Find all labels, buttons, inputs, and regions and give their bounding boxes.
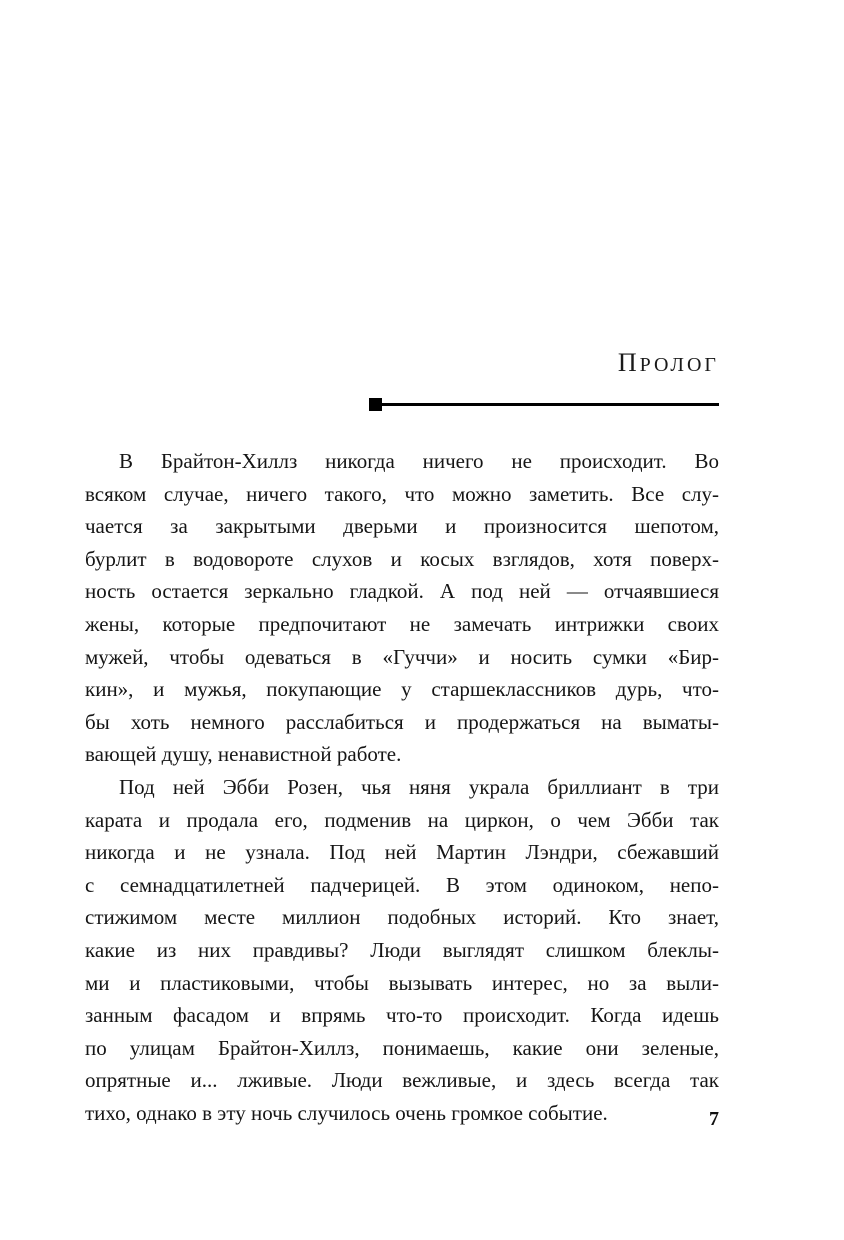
text-line: всяком случае, ничего такого, что можно заметить. Все слу- [85, 481, 719, 506]
text-line: тихо, однако в эту ночь случилось очень громкое событие. [85, 1100, 608, 1125]
text-line: какие из них правдивы? Люди выглядят слишком блеклы- [85, 937, 719, 962]
page-number: 7 [709, 1108, 719, 1130]
text-line: ность остается зеркально гладкой. А под ней — отчаявшиеся [85, 579, 719, 604]
text-line: мужей, чтобы одеваться в «Гуччи» и носить сумки «Бир- [85, 644, 719, 669]
page-content [85, 0, 719, 1129]
paragraph [85, 445, 719, 771]
text-line: карата и продала его, подменив на циркон, о чем Эбби так [85, 807, 719, 832]
text-line: кин», и мужья, покупающие у старшеклассников дурь, что- [85, 677, 719, 702]
text-line: ми и пластиковыми, чтобы вызывать интерес, но за выли- [85, 970, 719, 995]
text-line: Под ней Эбби Розен, чья няня украла бриллиант в три [119, 774, 719, 799]
text-line: жены, которые предпочитают не замечать интрижки своих [85, 611, 719, 636]
text-line: чается за закрытыми дверьми и произносится шепотом, [85, 514, 719, 539]
text-line: занным фасадом и впрямь что-то происходит. Когда идешь [85, 1003, 719, 1028]
text-line: по улицам Брайтон-Хиллз, понимаешь, какие они зеленые, [85, 1035, 719, 1060]
text-line: бурлит в водовороте слухов и косых взглядов, хотя поверх- [85, 546, 719, 571]
section-rule [369, 397, 719, 411]
rule-square-ornament [369, 398, 382, 411]
paragraphs [85, 445, 719, 1129]
rule-line [382, 403, 719, 406]
paragraph [85, 771, 719, 1130]
chapter-title: ПРОЛОГ [617, 348, 719, 377]
text-line: опрятные и... лживые. Люди вежливые, и здесь всегда так [85, 1068, 719, 1093]
text-line: бы хоть немного расслабиться и продержаться на выматы- [85, 709, 719, 734]
text-line: вающей душу, ненавистной работе. [85, 742, 402, 767]
text-line: стижимом месте миллион подобных историй. Кто знает, [85, 905, 719, 930]
text-line: с семнадцатилетней падчерицей. В этом одиноком, непо- [85, 872, 719, 897]
text-line: никогда и не узнала. Под ней Мартин Лэндри, сбежавший [85, 840, 719, 865]
text-line: В Брайтон-Хиллз никогда ничего не происходит. Во [119, 449, 719, 473]
